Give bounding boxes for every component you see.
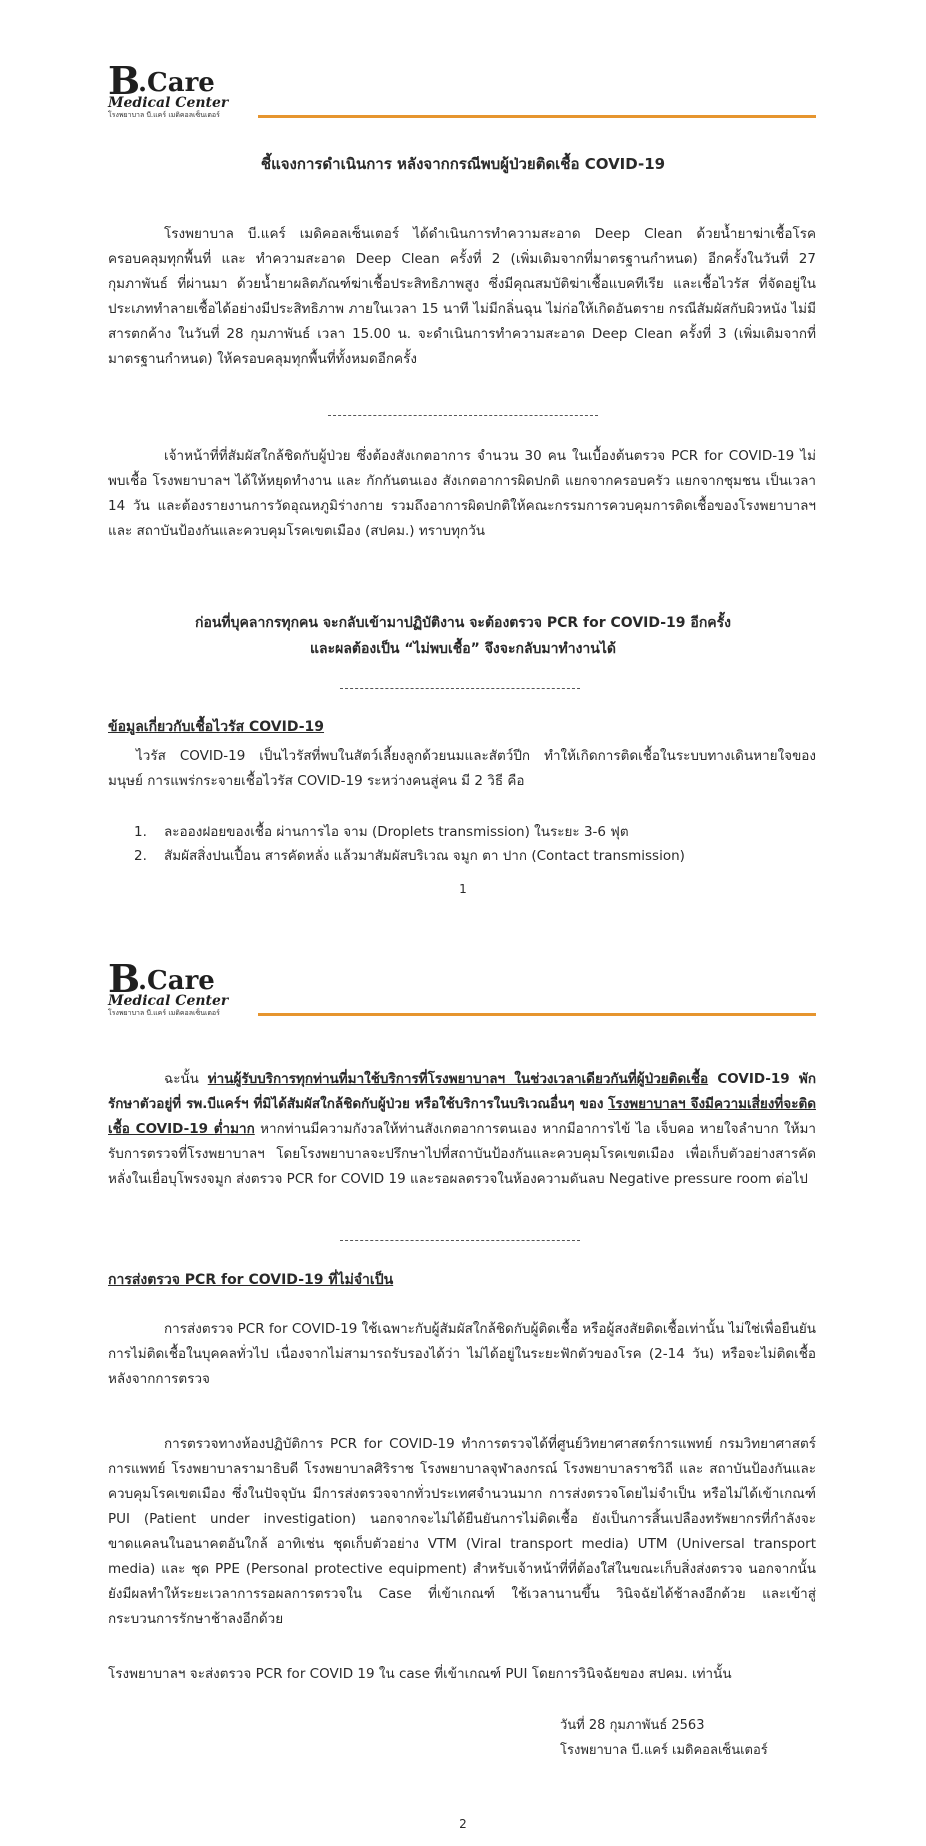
logo-mark: B	[108, 956, 141, 1001]
pcr-paragraph: การส่งตรวจ PCR for COVID-19 ใช้เฉพาะกับผู้สัมผัสใกล้ชิดกับผู้ติดเชื้อ หรือผู้สงสัยติดเชื้อเท่านั้น ไม่ใช่เพื่อยืนยันการไม่ติดเชื้อในบุคคลทั่วไป เนื่องจากไม่สามารถรับรองได้ว่า ไม่ได้อยู่ในระยะฟักตัวของโรค (2-14 วัน) หรือจะไม่ติดเชื้อหลังจากการตรวจ	[108, 1321, 816, 1387]
risk-paragraph: ฉะนั้น ท่านผู้รับบริการทุกท่านที่มาใช้บริการที่โรงพยาบาลฯ ในช่วงเวลาเดียวกันที่ผู้ป่วยติดเชื้อ COVID-19 พักรักษาตัวอยู่ที่ รพ.บีแคร์ฯ ที่มิได้สัมผัสใกล้ชิดกับผู้ป่วย หรือใช้บริการในบริเวณอื่นๆ ของ โรงพยาบาลฯ จึงมีความเสี่ยงที่จะติดเชื้อ COVID-19 ต่ำมาก หากท่านมีความกังวลให้ท่านสังเกตอาการตนเอง หากมีอาการไข้ ไอ เจ็บคอ หายใจลำบาก ให้มารับการตรวจที่โรงพยาบาลฯ โดยโรงพยาบาลจะปรึกษาไปที่สถาบันป้องกันและควบคุมโรคเขตเมือง เพื่อเก็บตัวอย่างสารคัดหลั่งในเยื่อบุโพรงจมูก ส่งตรวจ PCR for COVID 19 และรอผลตรวจในห้องความดันลบ Negative pressure room ต่อไป	[108, 1071, 816, 1187]
page-number: 2	[459, 1817, 467, 1831]
document-page-1	[0, 0, 926, 905]
separator	[340, 688, 580, 689]
header-rule	[258, 1013, 816, 1016]
lab-paragraph: การตรวจทางห้องปฏิบัติการ PCR for COVID-19 ทำการตรวจได้ที่ศูนย์วิทยาศาสตร์การแพทย์ กรมวิทยาศาสตร์การแพทย์ โรงพยาบาลรามาธิบดี โรงพยาบาลศิริราช โรงพยาบาลจุฬาลงกรณ์ โรงพยาบาลราชวิถี และ สถาบันป้องกันและควบคุมโรคเขตเมือง ซึ่งในปัจจุบัน มีการส่งตรวจจากทั่วประเทศจำนวนมาก การส่งตรวจโดยไม่จำเป็น หรือไม่ได้เข้าเกณฑ์ PUI (Patient under investigation) นอกจากจะไม่ได้ยืนยันการไม่ติดเชื้อ ยังเป็นการสิ้นเปลืองทรัพยากรที่กำลังจะขาดแคลนในอนาคตอันใกล้ อาทิเช่น ชุดเก็บตัวอย่าง VTM (Viral transport media) UTM (Universal transport media) และ ชุด PPE (Personal protective equipment) สำหรับเจ้าหน้าที่ที่ต้องใส่ในขณะเก็บสิ่งส่งตรวจ นอกจากนั้น ยังมีผลทำให้ระยะเวลาการรอผลการตรวจใน Case ที่เข้าเกณฑ์ ใช้เวลานานขึ้น วินิจฉัยได้ช้าลงอีกด้วย และเข้าสู่กระบวนการรักษาช้าลงอีกด้วย	[108, 1436, 816, 1627]
logo-mark: B	[108, 58, 141, 103]
notice-line-2: และผลต้องเป็น “ไม่พบเชื้อ” จึงจะกลับมาทำงานได้	[310, 641, 616, 657]
logo-name: .Care	[138, 68, 215, 98]
policy-paragraph: โรงพยาบาลฯ จะส่งตรวจ PCR for COVID 19 ใน case ที่เข้าเกณฑ์ PUI โดยการวินิจฉัยของ สปคม. เท่านั้น	[108, 1666, 732, 1682]
virus-info-heading: ข้อมูลเกี่ยวกับเชื้อไวรัส COVID-19	[108, 719, 325, 735]
virus-paragraph: ไวรัส COVID-19 เป็นไวรัสที่พบในสัตว์เลี้ยงลูกด้วยนมและสัตว์ปีก ทำให้เกิดการติดเชื้อในระบบทางเดินหายใจของมนุษย์ การแพร่กระจายเชื้อไวรัส COVID-19 ระหว่างคนสู่คน มี 2 วิธี คือ	[108, 748, 816, 789]
deep-clean-paragraph: โรงพยาบาล บี.แคร์ เมดิคอลเซ็นเตอร์ ได้ดำเนินการทำความสะอาด Deep Clean ด้วยน้ำยาฆ่าเชื้อโรค ครอบคลุมทุกพื้นที่ และ ทำความสะอาด Deep Clean ครั้งที่ 2 (เพิ่มเติมจากที่มาตรฐานกำหนด) อีกครั้งในวันที่ 27 กุมภาพันธ์ ที่ผ่านมา ด้วยน้ำยาผลิตภัณฑ์ฆ่าเชื้อประสิทธิภาพสูง ซึ่งมีคุณสมบัติฆ่าเชื้อแบคทีเรีย และเชื้อไวรัส ที่จัดอยู่ในประเภททำลายเชื้อได้อย่างมีประสิทธิภาพ ภายในเวลา 15 นาที ไม่มีกลิ่นฉุน ไม่ก่อให้เกิดอันตราย กรณีสัมผัสกับผิวหนัง ไม่มีสารตกค้าง ในวันที่ 28 กุมภาพันธ์ เวลา 15.00 น. จะดำเนินการทำความสะอาด Deep Clean ครั้งที่ 3 (เพิ่มเติมจากที่มาตรฐานกำหนด) ให้ครอบคลุมทุกพื้นที่ทั้งหมดอีกครั้ง	[108, 226, 816, 367]
logo-subtitle: Medical Center	[108, 993, 229, 1009]
page-title: ชี้แจงการดำเนินการ หลังจากกรณีพบผู้ป่วยติดเชื้อ COVID-19	[260, 155, 666, 173]
document-date: วันที่ 28 กุมภาพันธ์ 2563	[560, 1718, 705, 1733]
separator	[328, 415, 598, 416]
page-number: 1	[459, 882, 467, 896]
header-rule	[258, 115, 816, 118]
logo-thai-name: โรงพยาบาล บี.แคร์ เมดิคอลเซ็นเตอร์	[108, 111, 220, 119]
signature: โรงพยาบาล บี.แคร์ เมดิคอลเซ็นเตอร์	[560, 1743, 768, 1758]
logo-thai-name: โรงพยาบาล บี.แคร์ เมดิคอลเซ็นเตอร์	[108, 1009, 220, 1017]
list-item: 1. ละอองฝอยของเชื้อ ผ่านการไอ จาม (Droplets transmission) ในระยะ 3-6 ฟุต	[134, 824, 629, 840]
notice-line-1: ก่อนที่บุคลากรทุกคน จะกลับเข้ามาปฏิบัติงาน จะต้องตรวจ PCR for COVID-19 อีกครั้ง	[194, 615, 732, 631]
hospital-logo	[108, 58, 258, 122]
separator	[340, 1240, 580, 1241]
document-page-2	[0, 905, 926, 1846]
logo-name: .Care	[138, 966, 215, 996]
staff-paragraph: เจ้าหน้าที่ที่สัมผัสใกล้ชิดกับผู้ป่วย ซึ่งต้องสังเกตอาการ จำนวน 30 คน ในเบื้องต้นตรวจ PCR for COVID-19 ไม่พบเชื้อ โรงพยาบาลฯ ได้ให้หยุดทำงาน และ กักกันตนเอง สังเกตอาการผิดปกติ แยกจากครอบครัว แยกจากชุมชน เป็นเวลา 14 วัน และต้องรายงานการวัดอุณหภูมิร่างกาย รวมถึงอาการผิดปกติให้คณะกรรมการควบคุมการติดเชื้อของโรงพยาบาลฯ และ สถาบันป้องกันและควบคุมโรคเขตเมือง (สปคม.) ทราบทุกวัน	[108, 448, 816, 539]
list-item: 2. สัมผัสสิ่งปนเปื้อน สารคัดหลั่ง แล้วมาสัมผัสบริเวณ จมูก ตา ปาก (Contact transmission)	[134, 848, 685, 864]
pcr-heading: การส่งตรวจ PCR for COVID-19 ที่ไม่จำเป็น	[108, 1272, 394, 1288]
transmission-list	[134, 820, 814, 868]
logo-subtitle: Medical Center	[108, 95, 229, 111]
hospital-logo	[108, 956, 258, 1020]
